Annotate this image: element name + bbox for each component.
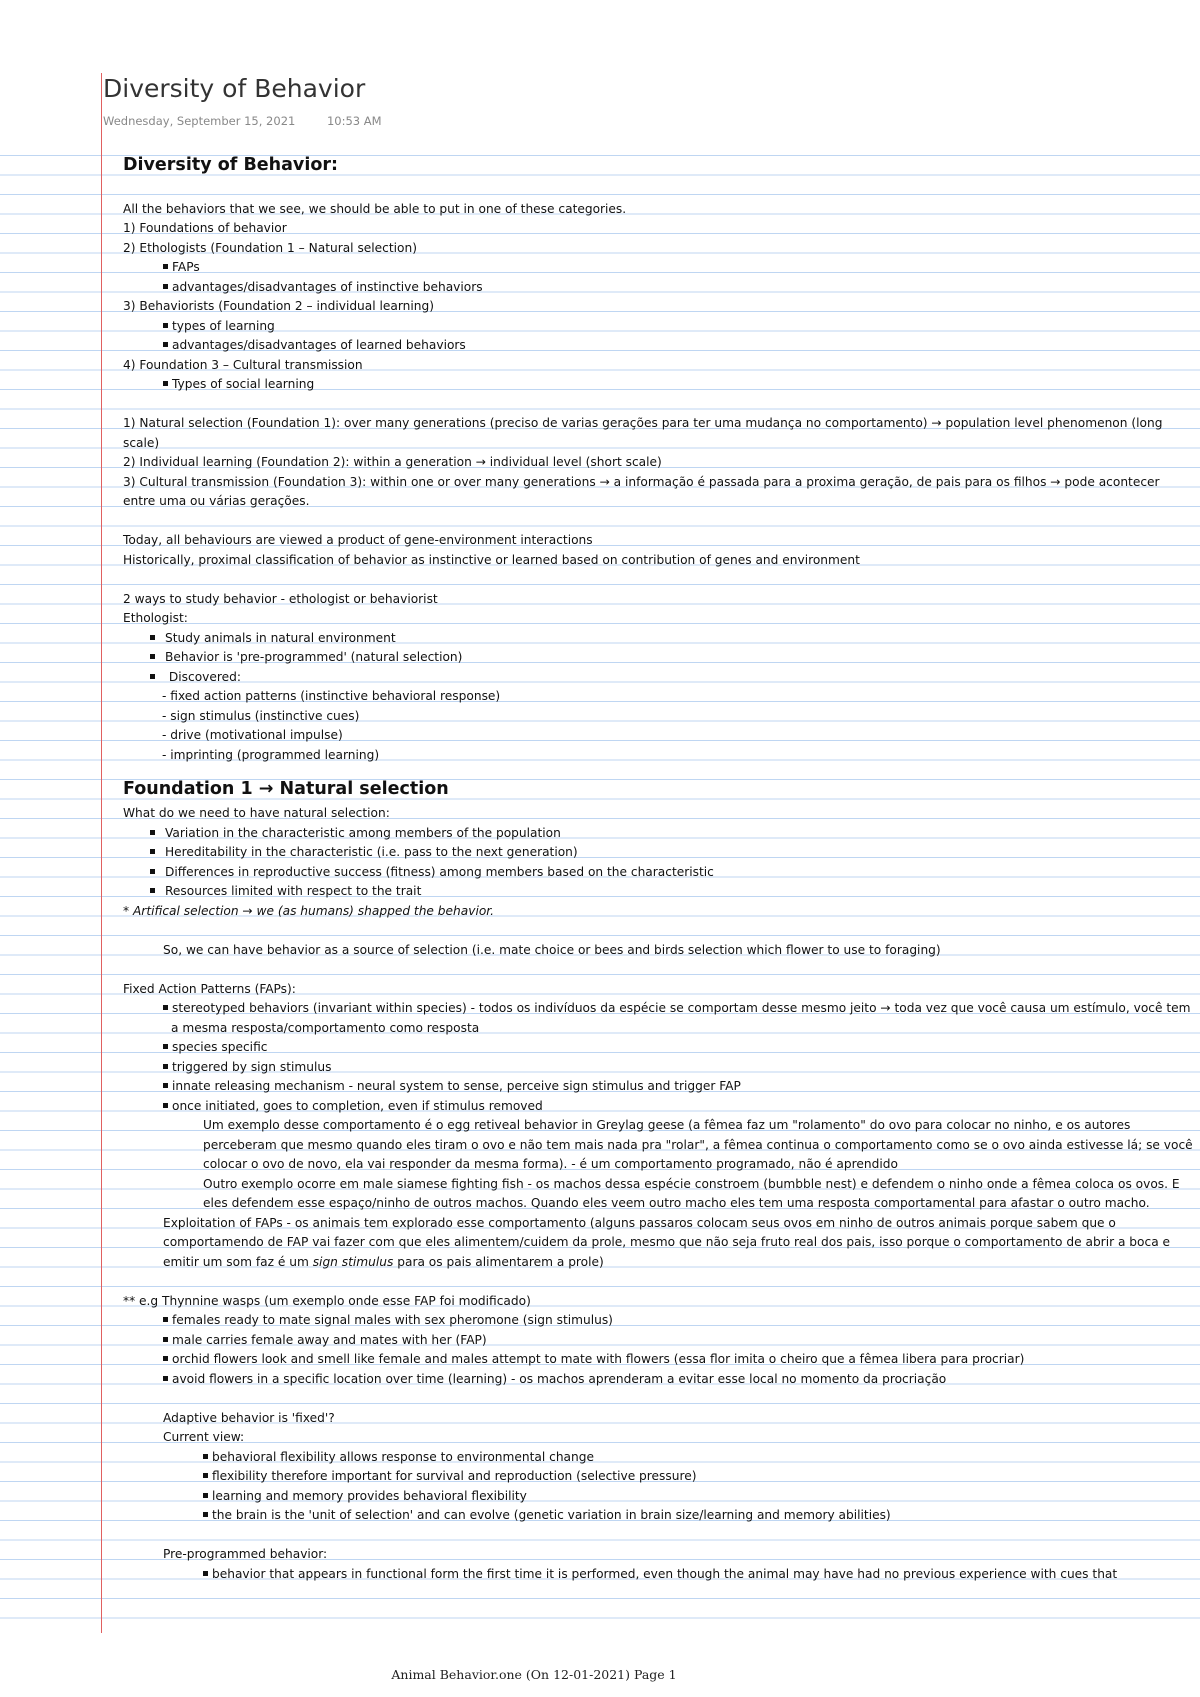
list-item: orchid flowers look and smell like female and males attempt to mate with flowers (essa flor imita o cheiro que a fêmea libera para procriar) <box>123 1350 1193 1370</box>
note-body[interactable] <box>123 150 1193 1584</box>
page-footer: Animal Behavior.one (On 12-01-2021) Page 1 <box>391 1667 677 1682</box>
page-footer-background <box>0 1624 1200 1697</box>
list-item: once initiated, goes to completion, even if stimulus removed <box>123 1097 1193 1117</box>
bullet-icon <box>203 1571 208 1576</box>
bullet-icon <box>163 1317 168 1322</box>
note-line: So, we can have behavior as a source of selection (i.e. mate choice or bees and birds selection which flower to use to foraging) <box>163 942 941 957</box>
bullet-icon <box>203 1473 208 1478</box>
bullet-icon <box>203 1454 208 1459</box>
list-item: species specific <box>123 1038 1193 1058</box>
note-line: 3) Behaviorists (Foundation 2 – individual learning) <box>123 299 434 313</box>
list-item: behavior that appears in functional form the first time it is performed, even though the animal may have had no previous experience with cues that <box>123 1565 1193 1585</box>
note-line: Ethologist: <box>123 611 188 625</box>
page-date: Wednesday, September 15, 2021 <box>103 114 296 128</box>
bullet-icon <box>150 849 155 854</box>
bullet-icon <box>163 284 168 289</box>
note-line: Adaptive behavior is 'fixed'? <box>163 1410 335 1425</box>
list-item: Types of social learning <box>123 375 1193 395</box>
bullet-icon <box>150 674 155 679</box>
note-line: 2 ways to study behavior - ethologist or behaviorist <box>123 591 438 606</box>
list-item: advantages/disadvantages of instinctive behaviors <box>123 278 1193 298</box>
list-item: Behavior is 'pre-programmed' (natural selection) <box>123 648 1193 668</box>
bullet-icon <box>150 635 155 640</box>
section-heading: Foundation 1 → Natural selection <box>123 779 449 799</box>
list-item: the brain is the 'unit of selection' and can evolve (genetic variation in brain size/learning and memory abilities) <box>123 1506 1193 1526</box>
list-item: Resources limited with respect to the trait <box>123 882 1193 902</box>
note-line: 4) Foundation 3 – Cultural transmission <box>123 357 363 372</box>
bullet-icon <box>163 1044 168 1049</box>
note-line: 3) Cultural transmission (Foundation 3): within one or over many generations → a informação é passada para a proxima geração, de pais para os filhos → pode acontecer entre uma ou várias gerações. <box>123 474 1160 508</box>
note-line: - fixed action patterns (instinctive behavioral response) <box>162 689 501 703</box>
list-item: Variation in the characteristic among members of the population <box>123 824 1193 844</box>
bullet-icon <box>163 1064 168 1069</box>
bullet-icon <box>163 1103 168 1108</box>
bullet-icon <box>163 381 168 386</box>
bullet-icon <box>163 264 168 269</box>
bullet-icon <box>163 1005 168 1010</box>
note-line: * Artifical selection → we (as humans) shapped the behavior. <box>123 903 495 918</box>
list-item: flexibility therefore important for survival and reproduction (selective pressure) <box>123 1467 1193 1487</box>
list-item: advantages/disadvantages of learned behaviors <box>123 336 1193 356</box>
bullet-icon <box>163 342 168 347</box>
bullet-icon <box>150 869 155 874</box>
note-line: - sign stimulus (instinctive cues) <box>162 708 360 723</box>
note-line: Exploitation of FAPs - os animais tem explorado esse comportamento (alguns passaros colocam seus ovos em ninho de outros animais porque sabem que o comportamendo de FAP vai fazer com que eles alimentem/cuidem da prole, mesmo que não seja fruto real dos pais, isso porque o comportamento de abrir a boca e emitir um som faz é um sign stimulus para os pais alimentarem a prole) <box>163 1215 1171 1269</box>
note-line: What do we need to have natural selection: <box>123 806 390 820</box>
list-item: Hereditability in the characteristic (i.e. pass to the next generation) <box>123 843 1193 863</box>
note-line: 2) Individual learning (Foundation 2): within a generation → individual level (short scale) <box>123 455 662 469</box>
list-item: Discovered: <box>123 668 1193 688</box>
section-heading: Diversity of Behavior: <box>123 155 338 175</box>
list-item: behavioral flexibility allows response to environmental change <box>123 1448 1193 1468</box>
bullet-icon <box>163 1337 168 1342</box>
list-item: Differences in reproductive success (fitness) among members based on the characteristic <box>123 863 1193 883</box>
arrow-icon: → <box>258 779 274 799</box>
margin-line <box>101 73 102 1633</box>
list-item: learning and memory provides behavioral flexibility <box>123 1487 1193 1507</box>
list-item: innate releasing mechanism - neural system to sense, perceive sign stimulus and trigger FAP <box>123 1077 1193 1097</box>
bullet-icon <box>203 1493 208 1498</box>
list-item: FAPs <box>123 258 1193 278</box>
bullet-icon <box>163 323 168 328</box>
note-line: 2) Ethologists (Foundation 1 – Natural selection) <box>123 240 417 255</box>
note-line: Pre-programmed behavior: <box>163 1547 328 1561</box>
bullet-icon <box>150 888 155 893</box>
list-item: male carries female away and mates with her (FAP) <box>123 1331 1193 1351</box>
note-line: Outro exemplo ocorre em male siamese fighting fish - os machos dessa espécie constroem (bumbble nest) e defendem o ninho onde a fêmea coloca os ovos. E eles defendem esse espaço/ninho de outros machos. Quando eles veem outro macho eles tem uma resposta comportamental para afastar o outro macho. <box>203 1176 1180 1210</box>
note-line: Today, all behaviours are viewed a product of gene-environment interactions <box>123 533 593 547</box>
list-item: stereotyped behaviors (invariant within species) - todos os indivíduos da espécie se comportam desse mesmo jeito → toda vez que você causa um estímulo, você tem a mesma resposta/comportamento como resposta <box>123 999 1193 1038</box>
note-line: Current view: <box>163 1430 245 1444</box>
page-time: 10:53 AM <box>326 114 382 128</box>
note-line: All the behaviors that we see, we should be able to put in one of these categories. <box>123 201 627 216</box>
note-line: - imprinting (programmed learning) <box>162 747 380 762</box>
list-item: females ready to mate signal males with sex pheromone (sign stimulus) <box>123 1311 1193 1331</box>
note-line: ** e.g Thynnine wasps (um exemplo onde esse FAP foi modificado) <box>123 1293 531 1308</box>
bullet-icon <box>150 654 155 659</box>
list-item: Study animals in natural environment <box>123 629 1193 649</box>
page-meta <box>103 114 382 128</box>
list-item: types of learning <box>123 317 1193 337</box>
note-line: 1) Foundations of behavior <box>123 221 287 235</box>
note-line: Historically, proximal classification of behavior as instinctive or learned based on contribution of genes and environment <box>123 552 860 567</box>
bullet-icon <box>163 1376 168 1381</box>
bullet-icon <box>163 1356 168 1361</box>
bullet-icon <box>163 1083 168 1088</box>
page-title[interactable]: Diversity of Behavior <box>103 74 366 103</box>
bullet-icon <box>203 1512 208 1517</box>
list-item: avoid flowers in a specific location over time (learning) - os machos aprenderam a evitar esse local no momento da procriação <box>123 1370 1193 1390</box>
note-line: 1) Natural selection (Foundation 1): over many generations (preciso de varias gerações para ter uma mudança no comportamento) → population level phenomenon (long scale) <box>123 416 1163 450</box>
list-item: triggered by sign stimulus <box>123 1058 1193 1078</box>
bullet-icon <box>150 830 155 835</box>
note-line: Fixed Action Patterns (FAPs): <box>123 981 296 996</box>
note-line: Um exemplo desse comportamento é o egg retiveal behavior in Greylag geese (a fêmea faz um "rolamento" do ovo para colocar no ninho, e os autores perceberam que mesmo quando eles tiram o ovo e não tem mais nada pra "rolar", a fêmea continua o comportamento como se o ovo ainda estivesse lá; se você colocar o ovo de novo, ela vai responder da mesma forma). - é um comportamento programado, não é aprendido <box>203 1118 1193 1171</box>
note-line: - drive (motivational impulse) <box>162 728 343 742</box>
